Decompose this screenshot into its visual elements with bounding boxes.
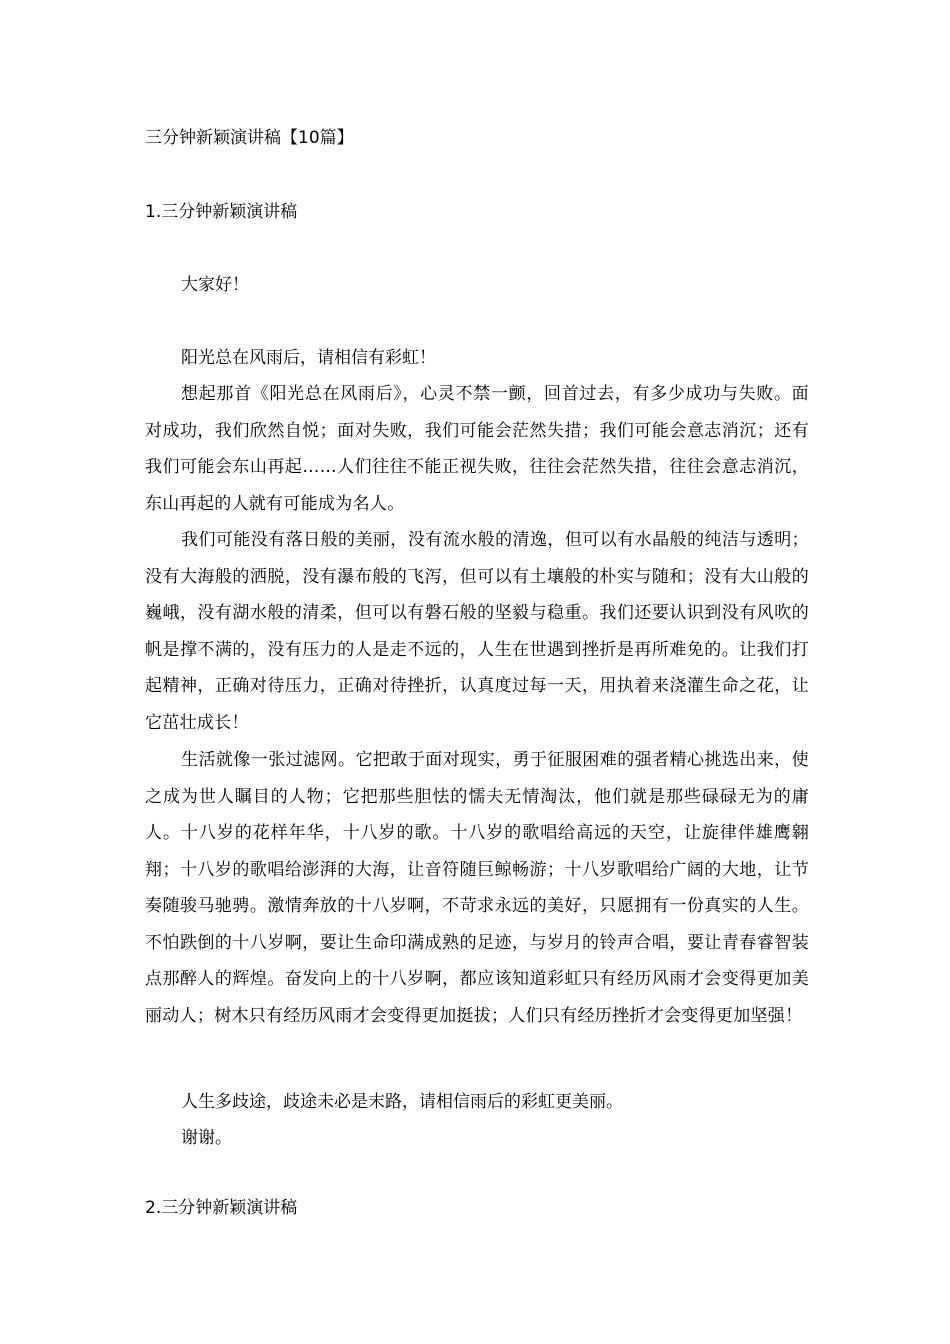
document-title: 三分钟新颖演讲稿【10篇】 [145, 128, 354, 148]
paragraph-5: 人生多歧途，歧途未必是末路，请相信雨后的彩虹更美丽。 [181, 1092, 623, 1112]
greeting: 大家好！ [181, 275, 249, 295]
paragraph-4: 生活就像一张过滤网。它把敢于面对现实，勇于征服困难的强者精心挑选出来，使之成为世人瞩目的人物；它把那些胆怯的懦夫无情淘汰，他们就是那些碌碌无为的庸人。十八岁的花样年华，十八岁的歌。十八岁的歌唱给高远的天空，让旋律伴雄鹰翱翔；十八岁的歌唱给澎湃的大海，让音符随巨鲸畅游；十八岁歌唱给广阔的大地，让节奏随骏马驰骋。激情奔放的十八岁啊，不苛求永远的美好，只愿拥有一份真实的人生。不怕跌倒的十八岁啊，要让生命印满成熟的足迹，与岁月的铃声合唱，要让青春睿智装点那醉人的辉煌。奋发向上的十八岁啊，都应该知道彩虹只有经历风雨才会变得更加美丽动人；树木只有经历风雨才会变得更加挺拔；人们只有经历挫折才会变得更加坚强！ [145, 750, 809, 1026]
paragraph-3: 我们可能没有落日般的美丽，没有流水般的清逸，但可以有水晶般的纯洁与透明；没有大海般的洒脱，没有瀑布般的飞泻，但可以有土壤般的朴实与随和；没有大山般的巍峨，没有湖水般的清柔，但可以有磐石般的坚毅与稳重。我们还要认识到没有风吹的帆是撑不满的，没有压力的人是走不远的，人生在世遇到挫折是再所难免的。让我们打起精神，正确对待压力，正确对待挫折，认真度过每一天，用执着来浇灌生命之花，让它茁壮成长！ [145, 530, 809, 733]
paragraph-2: 想起那首《阳光总在风雨后》，心灵不禁一颤，回首过去，有多少成功与失败。面对成功，我们欣然自悦；面对失败，我们可能会茫然失措；我们可能会意志消沉；还有我们可能会东山再起……人们往往不能正视失败，往往会茫然失措，往往会意志消沉，东山再起的人就有可能成为名人。 [145, 384, 809, 514]
section-heading-2: 2.三分钟新颖演讲稿 [145, 1198, 298, 1218]
paragraph-closing: 谢谢。 [181, 1128, 232, 1148]
section-heading-1: 1.三分钟新颖演讲稿 [145, 202, 298, 222]
paragraph-1: 阳光总在风雨后，请相信有彩虹！ [181, 348, 436, 368]
